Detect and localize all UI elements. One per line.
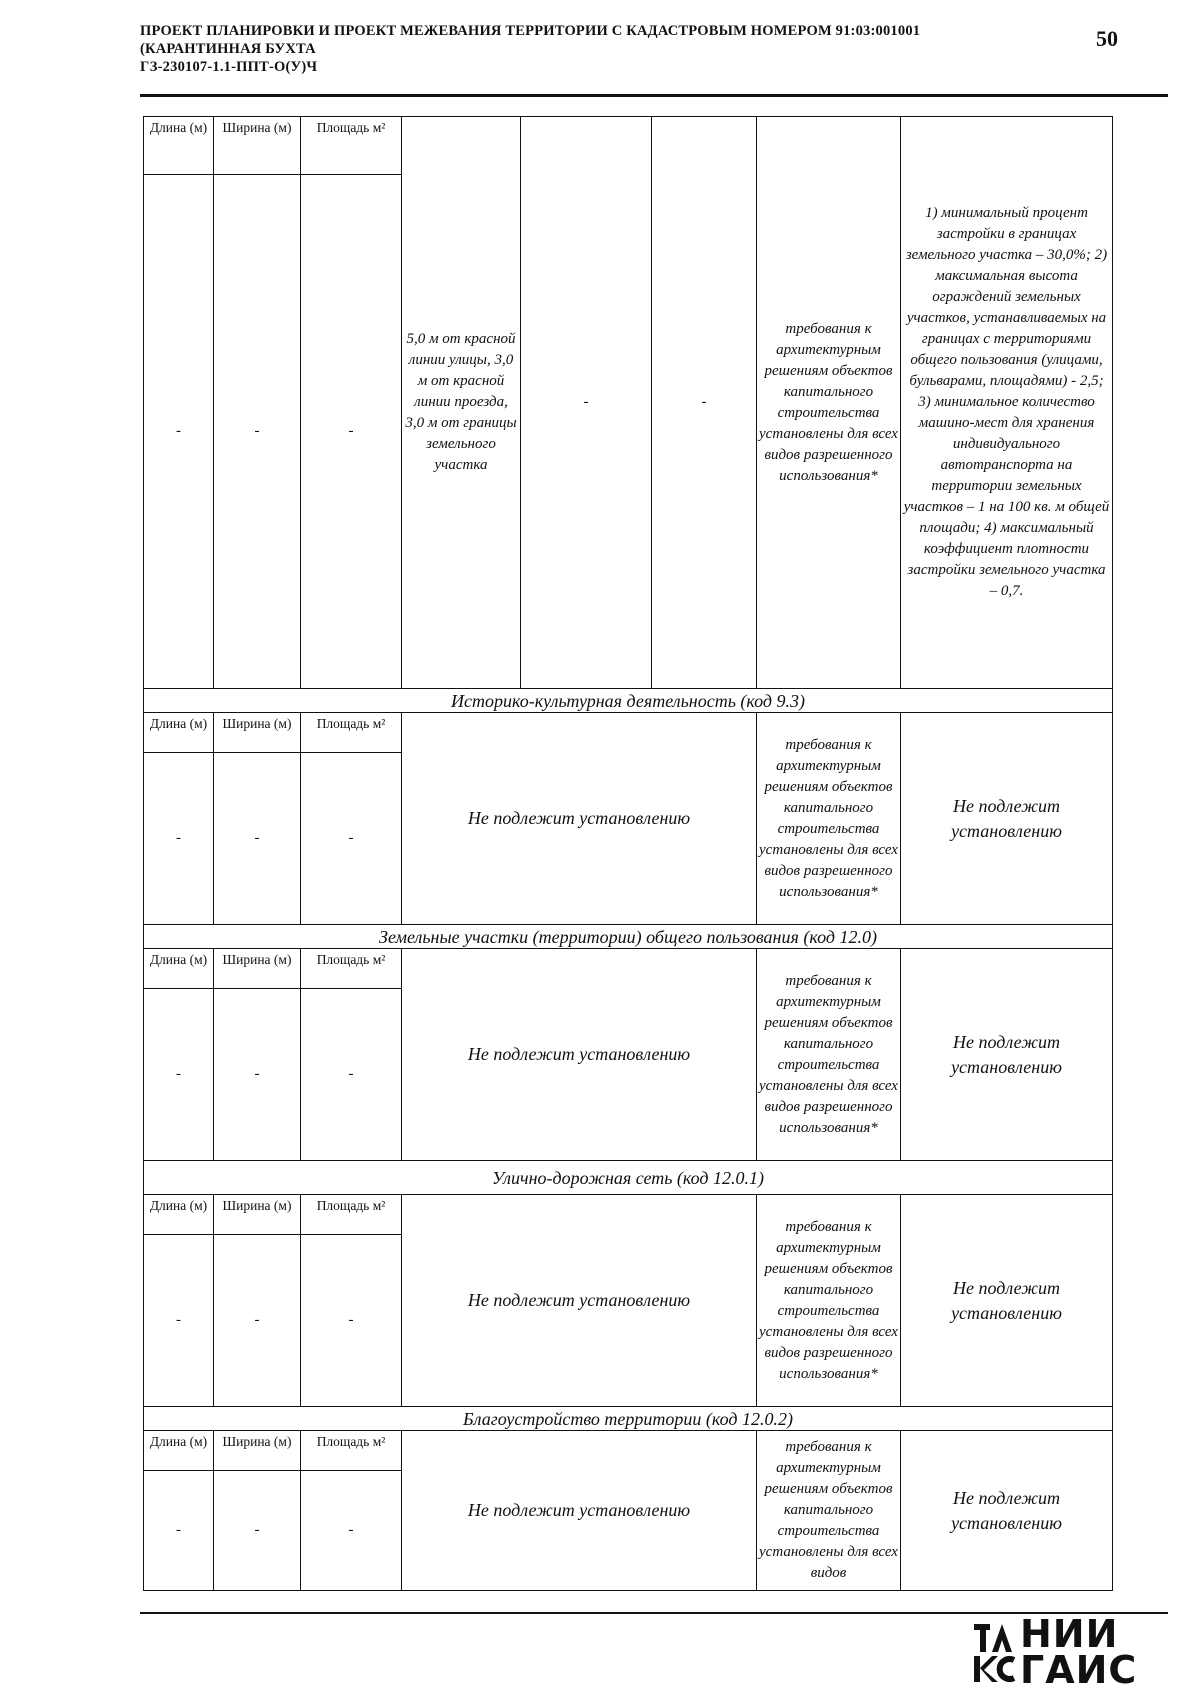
length-value: -: [144, 1471, 214, 1591]
document-header: [140, 22, 1100, 76]
col5-cell: -: [521, 117, 652, 689]
logo-text-line1: НИИ: [1020, 1612, 1119, 1656]
dim-header-row: [144, 117, 1113, 175]
length-value: -: [144, 753, 214, 925]
width-value: -: [214, 753, 301, 925]
length-header: Длина (м): [144, 713, 214, 753]
dim-header-row: [144, 1195, 1113, 1235]
length-value: -: [144, 989, 214, 1161]
area-header: Площадь м²: [301, 1431, 402, 1471]
logo-text-line2: ГАИС: [1020, 1648, 1138, 1692]
area-value: -: [301, 989, 402, 1161]
length-header: Длина (м): [144, 949, 214, 989]
other-params-cell: Не подлежит установлению: [901, 713, 1113, 925]
area-header: Площадь м²: [301, 117, 402, 175]
section-title: Улично-дорожная сеть (код 12.0.1): [144, 1161, 1113, 1195]
area-value: -: [301, 1235, 402, 1407]
length-header: Длина (м): [144, 1431, 214, 1471]
other-params-cell: Не подлежит установлению: [901, 949, 1113, 1161]
width-value: -: [214, 1471, 301, 1591]
section-title: Земельные участки (территории) общего пользования (код 12.0): [144, 925, 1113, 949]
not-established-cell: Не подлежит установлению: [402, 1431, 757, 1591]
length-header: Длина (м): [144, 117, 214, 175]
section-title: Благоустройство территории (код 12.0.2): [144, 1407, 1113, 1431]
area-header: Площадь м²: [301, 713, 402, 753]
header-doc-code: ГЗ-230107-1.1-ППТ-О(У)Ч: [140, 59, 318, 75]
area-value: -: [301, 753, 402, 925]
section-title-row: [144, 925, 1113, 949]
width-value: -: [214, 175, 301, 689]
other-params-cell: 1) минимальный процент застройки в границах земельного участка – 30,0%; 2) максимальная высота ограждений земельных участков, устанавливаемых на границах с территориями общего пользования (улицами, бульварами, площадями) - 2,5; 3) минимальное количество машино-мест для хранения индивидуального автотранспорта на территории земельных участков – 1 на 100 кв. м общей площади; 4) максимальный коэффициент плотности застройки земельного участка – 0,7.: [901, 117, 1113, 689]
area-value: -: [301, 175, 402, 689]
col6-cell: -: [652, 117, 757, 689]
width-header: Ширина (м): [214, 1195, 301, 1235]
section-title-row: [144, 689, 1113, 713]
dim-header-row: [144, 949, 1113, 989]
area-header: Площадь м²: [301, 949, 402, 989]
header-title-line2: (КАРАНТИННАЯ БУХТА: [140, 41, 316, 57]
logo-mark-icon: [972, 1620, 1016, 1686]
regulations-table: [143, 116, 1113, 1591]
length-header: Длина (м): [144, 1195, 214, 1235]
area-value: -: [301, 1471, 402, 1591]
length-value: -: [144, 175, 214, 689]
architecture-cell: требования к архитектурным решениям объектов капитального строительства установлены для всех видов разрешенного использования*: [757, 1195, 901, 1407]
width-header: Ширина (м): [214, 949, 301, 989]
length-value: -: [144, 1235, 214, 1407]
architecture-cell: требования к архитектурным решениям объектов капитального строительства установлены для всех видов: [757, 1431, 901, 1591]
width-header: Ширина (м): [214, 713, 301, 753]
width-header: Ширина (м): [214, 1431, 301, 1471]
header-title-line1: ПРОЕКТ ПЛАНИРОВКИ И ПРОЕКТ МЕЖЕВАНИЯ ТЕРРИТОРИИ С КАДАСТРОВЫМ НОМЕРОМ 91:03:001001: [140, 23, 921, 39]
section-title-row: [144, 1407, 1113, 1431]
architecture-cell: требования к архитектурным решениям объектов капитального строительства установлены для всех видов разрешенного использования*: [757, 949, 901, 1161]
dim-header-row: [144, 1431, 1113, 1471]
area-header: Площадь м²: [301, 1195, 402, 1235]
not-established-cell: Не подлежит установлению: [402, 949, 757, 1161]
architecture-cell: требования к архитектурным решениям объектов капитального строительства установлены для всех видов разрешенного использования*: [757, 713, 901, 925]
dim-header-row: [144, 713, 1113, 753]
not-established-cell: Не подлежит установлению: [402, 713, 757, 925]
section-title: Историко-культурная деятельность (код 9.3): [144, 689, 1113, 713]
footer-divider: [140, 1612, 1168, 1614]
other-params-cell: Не подлежит установлению: [901, 1195, 1113, 1407]
not-established-cell: Не подлежит установлению: [402, 1195, 757, 1407]
company-logo: [972, 1612, 1168, 1692]
architecture-cell: требования к архитектурным решениям объектов капитального строительства установлены для всех видов разрешенного использования*: [757, 117, 901, 689]
width-value: -: [214, 989, 301, 1161]
width-header: Ширина (м): [214, 117, 301, 175]
other-params-cell: Не подлежит установлению: [901, 1431, 1113, 1591]
page-number: 50: [1096, 26, 1118, 51]
width-value: -: [214, 1235, 301, 1407]
header-divider: [140, 94, 1168, 97]
setback-cell: 5,0 м от красной линии улицы, 3,0 м от красной линии проезда, 3,0 м от границы земельного участка: [402, 117, 521, 689]
section-title-row: [144, 1161, 1113, 1195]
